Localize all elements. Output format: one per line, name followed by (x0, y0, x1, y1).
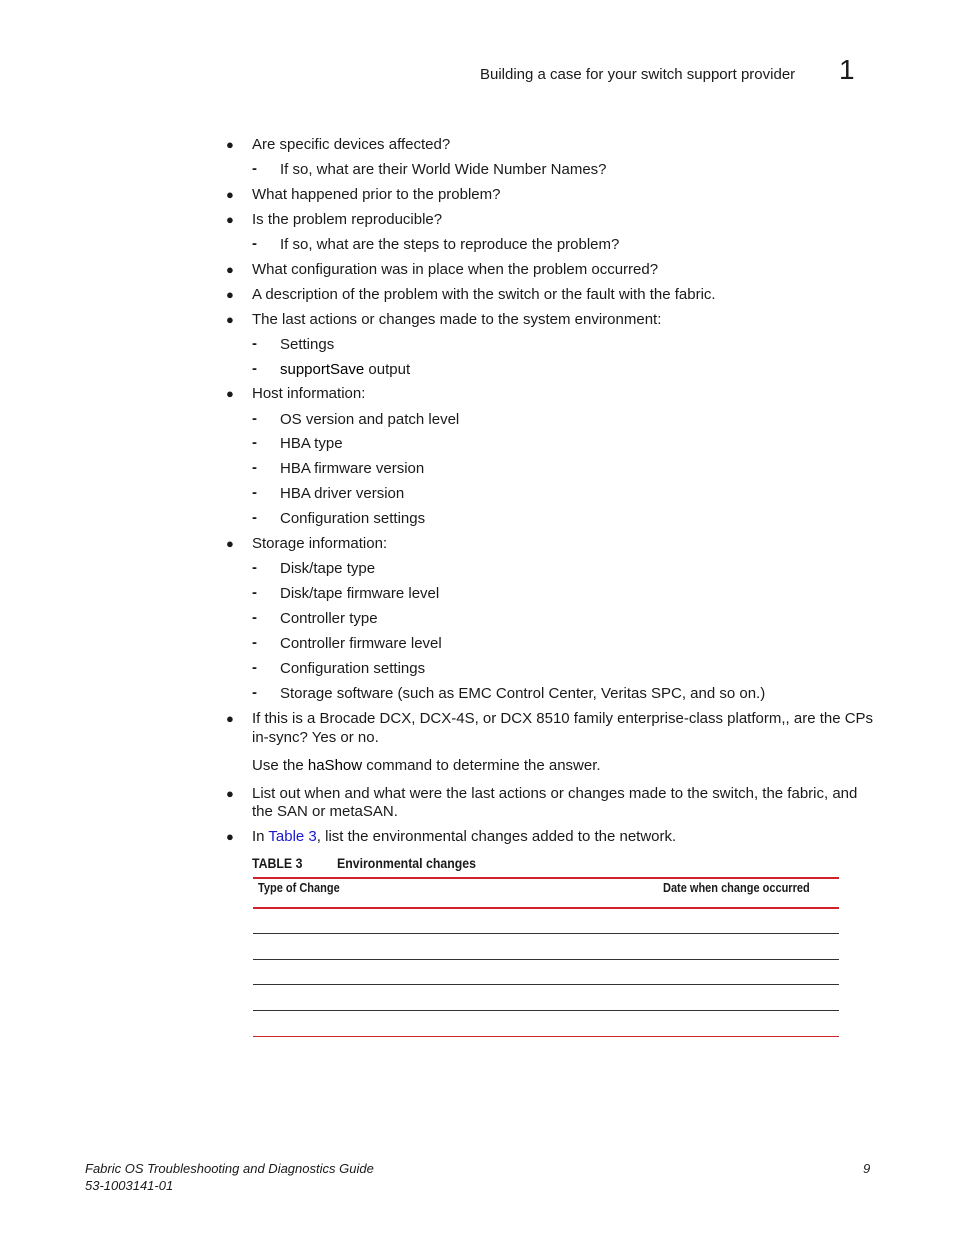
sub-list-item: HBA firmware version (280, 460, 425, 477)
sub-list-item (280, 360, 410, 379)
sub-list-item: If so, what are their World Wide Number Names? (280, 161, 607, 178)
bullet-icon: ● (226, 536, 234, 551)
sub-list-item: Disk/tape type (280, 560, 376, 577)
bullet-icon: ● (226, 711, 234, 726)
note-text: command to determine the answer. (362, 757, 601, 774)
list-item: What happened prior to the problem? (252, 186, 501, 203)
sub-list-item: Storage software (such as EMC Control Center, Veritas SPC, and so on.) (280, 685, 766, 702)
sub-list-item: Configuration settings (280, 510, 426, 527)
bullet-icon: ● (226, 212, 234, 227)
table-row (253, 933, 839, 934)
list-item-note (252, 756, 601, 775)
list-item (252, 827, 676, 846)
list-item: Host information: (252, 385, 366, 402)
list-item: Is the problem reproducible? (252, 211, 443, 228)
dash-icon: - (252, 360, 257, 377)
dash-icon: - (252, 335, 257, 352)
dash-icon: - (252, 584, 257, 601)
table-header-rule (253, 907, 839, 909)
list-item-continuation: in-sync? Yes or no. (252, 729, 379, 746)
sub-list-item-text: output (364, 361, 411, 378)
chapter-number: 1 (839, 54, 855, 85)
dash-icon: - (252, 459, 257, 476)
table-3-link[interactable]: Table 3 (268, 828, 317, 845)
list-item: Storage information: (252, 535, 388, 552)
footer-doc-number: 53-1003141-01 (85, 1178, 174, 1193)
sub-list-item: If so, what are the steps to reproduce the problem? (280, 236, 620, 253)
bullet-icon: ● (226, 312, 234, 327)
list-item-continuation: the SAN or metaSAN. (252, 803, 398, 820)
table-caption: Environmental changes (337, 855, 476, 871)
sub-list-item: Settings (280, 336, 335, 353)
table-row (253, 984, 839, 985)
table-row (253, 1010, 839, 1011)
column-header-date: Date when change occurred (663, 881, 810, 895)
dash-icon: - (252, 559, 257, 576)
list-item: If this is a Brocade DCX, DCX-4S, or DCX 8510 family enterprise-class platform,, are the CPs (252, 710, 874, 727)
sub-list-item: Configuration settings (280, 660, 426, 677)
list-item: List out when and what were the last actions or changes made to the switch, the fabric, and (252, 785, 858, 802)
bullet-icon: ● (226, 262, 234, 277)
dash-icon: - (252, 634, 257, 651)
sub-list-item: HBA type (280, 435, 343, 452)
running-header: Building a case for your switch support provider (480, 66, 796, 83)
command-name: supportSave (280, 361, 365, 378)
dash-icon: - (252, 659, 257, 676)
list-item: A description of the problem with the switch or the fault with the fabric. (252, 286, 716, 303)
bullet-icon: ● (226, 287, 234, 302)
dash-icon: - (252, 484, 257, 501)
sub-list-item: Disk/tape firmware level (280, 585, 440, 602)
sub-list-item: HBA driver version (280, 485, 405, 502)
command-name: haShow (307, 757, 363, 774)
table-label: TABLE 3 (252, 855, 303, 871)
column-header-type: Type of Change (258, 881, 340, 895)
list-item: What configuration was in place when the problem occurred? (252, 261, 659, 278)
sub-list-item: Controller firmware level (280, 635, 442, 652)
list-item-text: In (252, 828, 269, 845)
page-number: 9 (863, 1161, 871, 1176)
dash-icon: - (252, 235, 257, 252)
list-item: Are specific devices affected? (252, 136, 451, 153)
table-bottom-rule (253, 1036, 839, 1037)
dash-icon: - (252, 434, 257, 451)
bullet-icon: ● (226, 829, 234, 844)
dash-icon: - (252, 410, 257, 427)
dash-icon: - (252, 160, 257, 177)
dash-icon: - (252, 684, 257, 701)
dash-icon: - (252, 509, 257, 526)
list-item-text: , list the environmental changes added to the network. (316, 828, 677, 845)
sub-list-item: Controller type (280, 610, 378, 627)
footer-doc-title: Fabric OS Troubleshooting and Diagnostics Guide (85, 1161, 374, 1176)
note-text: Use the (252, 757, 308, 774)
bullet-icon: ● (226, 386, 234, 401)
table-row (253, 959, 839, 960)
bullet-icon: ● (226, 786, 234, 801)
table-top-rule (253, 877, 839, 879)
list-item: The last actions or changes made to the system environment: (252, 311, 662, 328)
sub-list-item: OS version and patch level (280, 411, 460, 428)
dash-icon: - (252, 609, 257, 626)
bullet-icon: ● (226, 137, 234, 152)
bullet-icon: ● (226, 187, 234, 202)
